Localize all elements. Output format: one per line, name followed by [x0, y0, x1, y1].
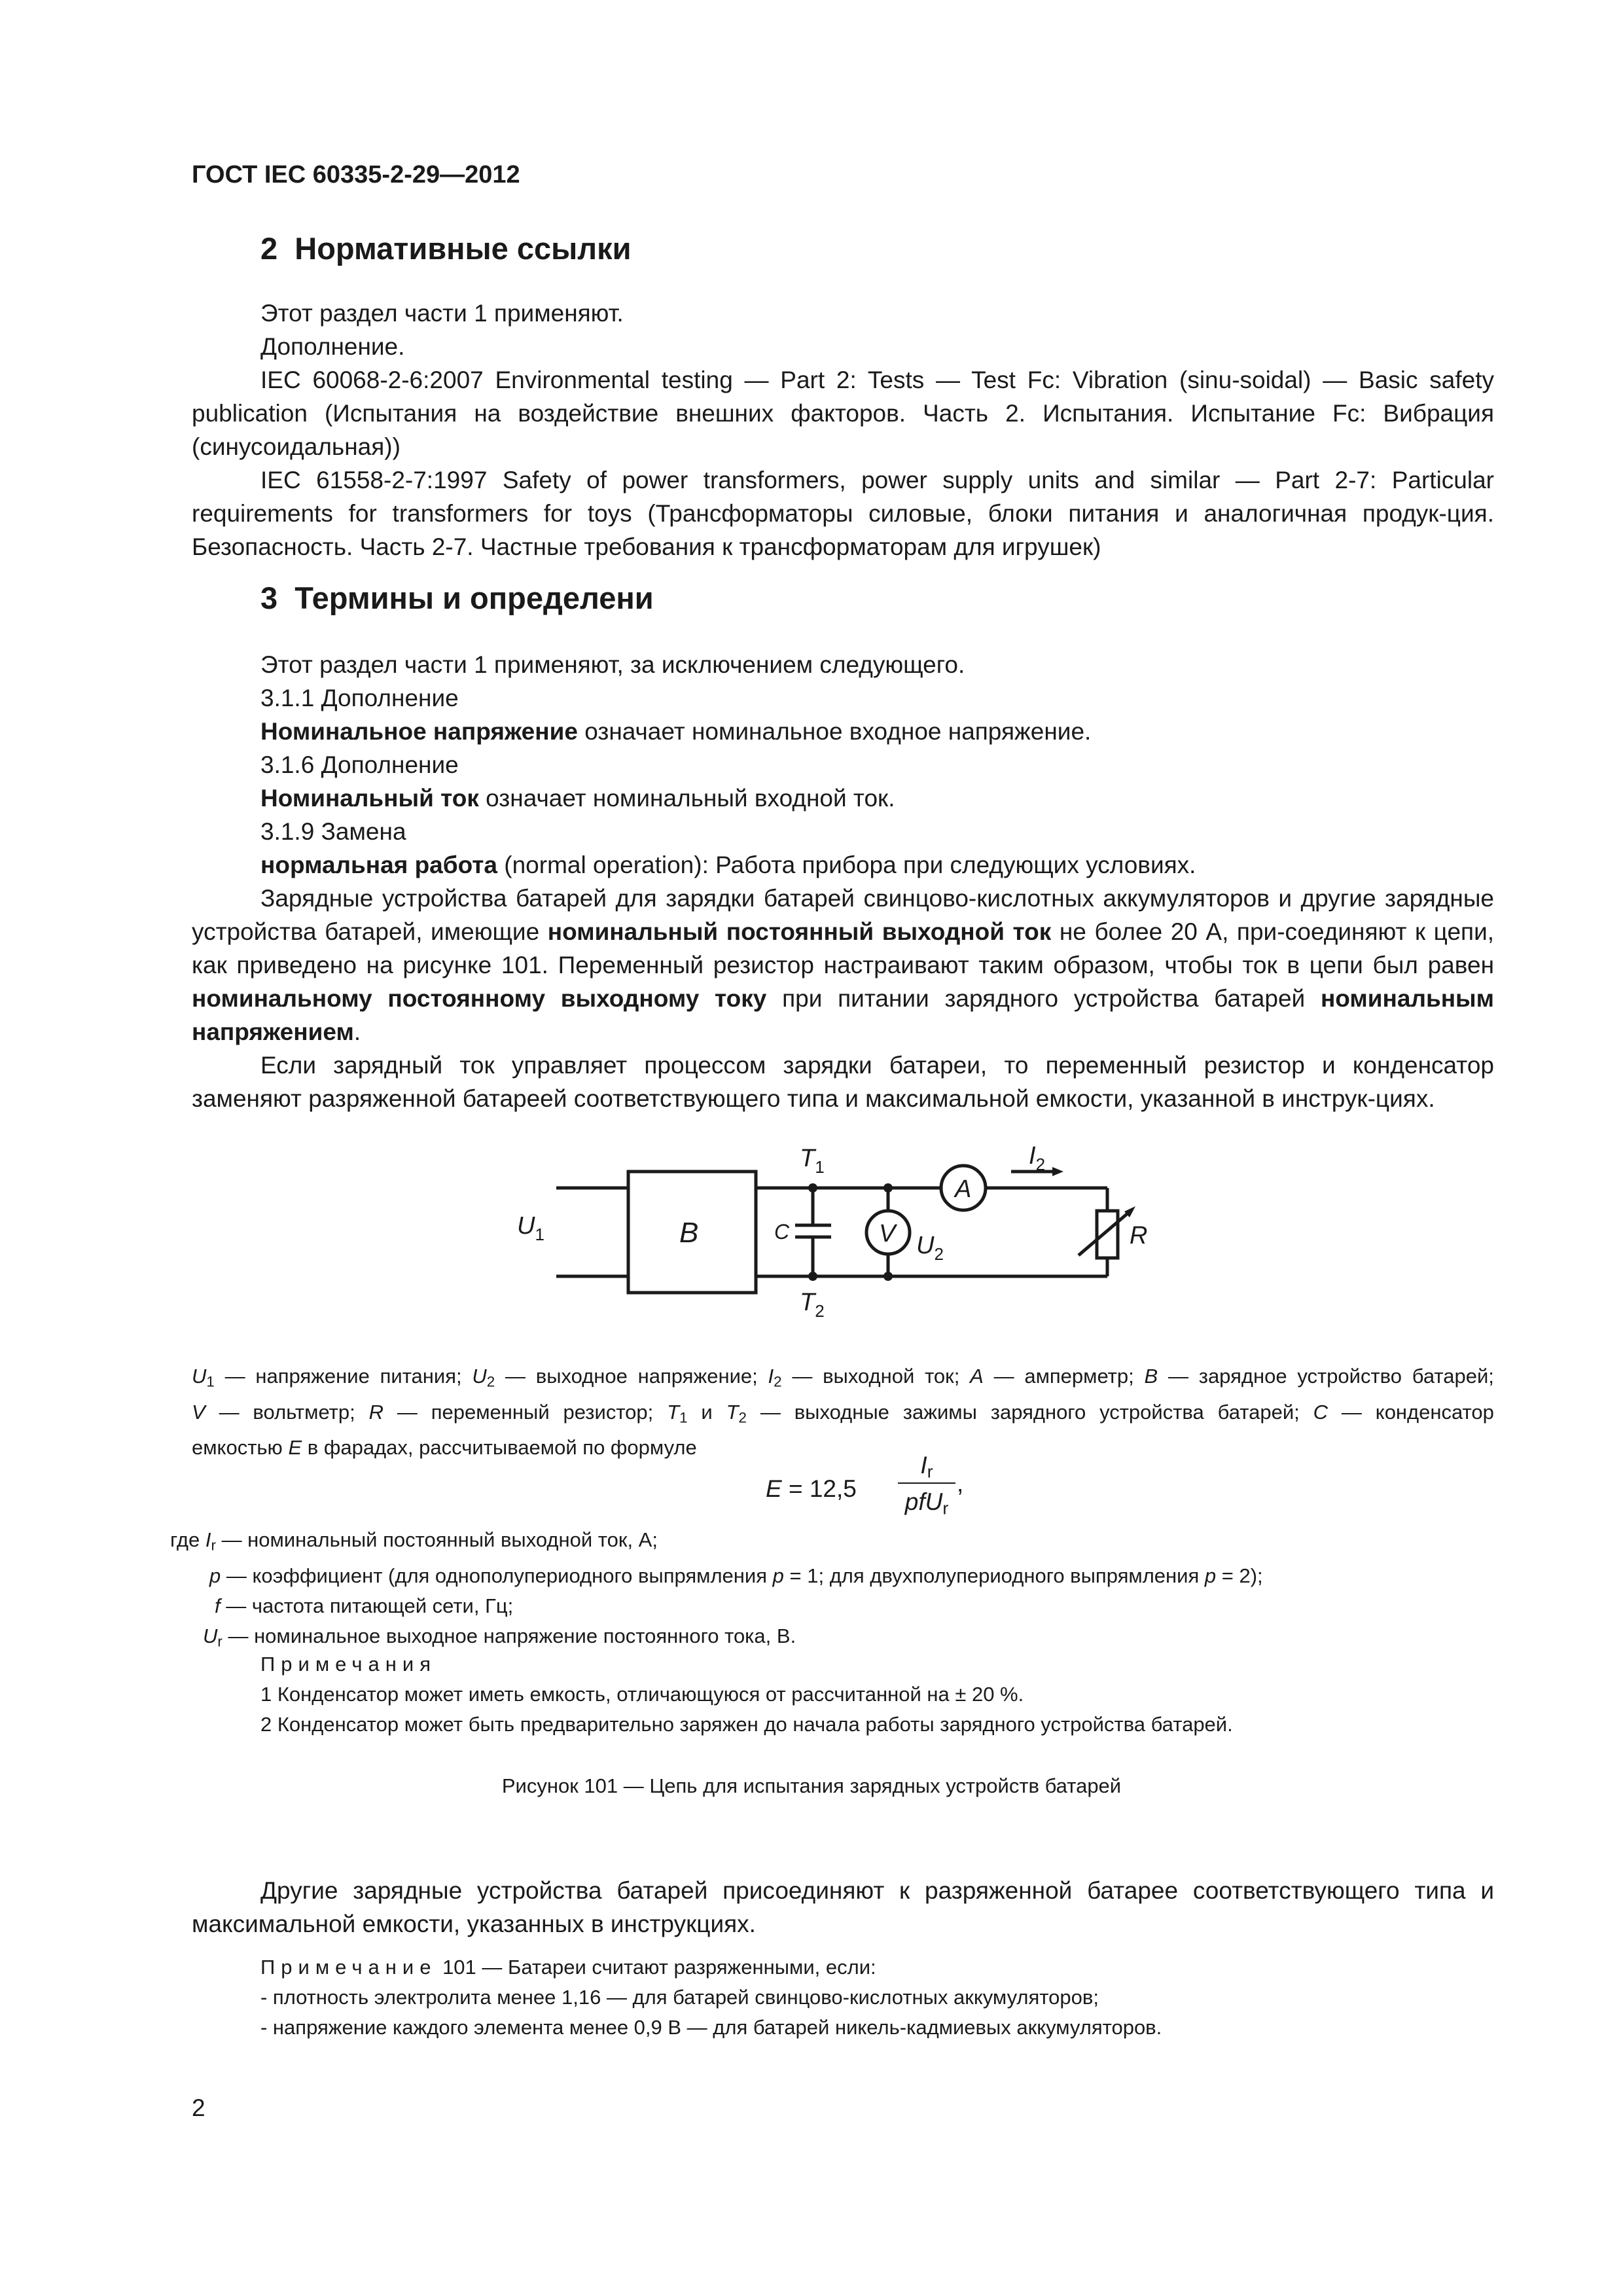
note-label: Примечание [260, 1956, 437, 1979]
text-run: не более 20 А, при-соединяют к цепи, как приведено на рисунке 101. Переменный резистор настраивают таким образом, чтобы ток в цепи был равен [192, 918, 1495, 978]
normal-operation-text: (normal operation): Работа прибора при следующих условиях. [504, 852, 1196, 878]
current-arrow-head [1052, 1167, 1063, 1176]
legend-text: и [701, 1400, 713, 1424]
clause-3-1-6: 3.1.6 Дополнение [260, 751, 459, 778]
legend-text: — зарядное устройство батарей; [1168, 1365, 1494, 1388]
rated-current-term: Номинальный ток [260, 785, 479, 812]
section-2-title: Нормативные ссылки [294, 231, 632, 266]
note-item-1: - плотность электролита менее 1,16 — для батарей свинцово-кислотных аккумуляторов; [260, 1986, 1099, 2009]
label-u1: $U_1$ [517, 1212, 544, 1244]
section-2-intro: Этот раздел части 1 применяют. [260, 300, 624, 327]
variable-p: p — коэффициент (для однополупериодного выпрямления p = 1; для двухполупериодного выпрямления p = 2); [209, 1564, 1263, 1587]
variable-f: f — частота питающей сети, Гц; [215, 1594, 514, 1617]
legend-line-1: $U_1$ — напряжение питания; $U_2$ — выходное напряжение; $I_2$ — выходной ток; A — амперметр; B — зарядное устройство батарей; [192, 1365, 1494, 1390]
circuit-diagram [510, 1139, 1165, 1329]
resistor-adjust-arrow [1079, 1210, 1132, 1255]
label-c: C [774, 1220, 790, 1244]
page-number: 2 [192, 2094, 205, 2121]
legend-line-3: емкостью E в фарадах, рассчитываемой по формуле [192, 1436, 697, 1460]
label-v: V [879, 1220, 896, 1247]
node-v-bottom [883, 1272, 893, 1281]
bold-term: номинальным напряжением [192, 985, 1495, 1045]
label-b: B [679, 1217, 699, 1249]
rated-current-text: означает номинальный входной ток. [486, 785, 895, 812]
section-3-number: 3 [260, 581, 278, 615]
section-2-heading [260, 230, 632, 266]
formula-comma: , [957, 1470, 964, 1497]
section-3-body [192, 648, 1494, 1115]
legend-text: — переменный резистор; [397, 1400, 654, 1424]
label-r: R [1130, 1222, 1148, 1249]
legend-text: — выходное напряжение; [505, 1365, 758, 1388]
bold-term: номинальному постоянному выходному току [192, 985, 767, 1012]
node-t1 [808, 1183, 817, 1193]
text-run: при питании зарядного устройства батарей [782, 985, 1306, 1012]
label-a: A [955, 1175, 972, 1203]
charging-current-paragraph: Если зарядный ток управляет процессом зарядки батареи, то переменный резистор и конденсатор заменяют разряженной батареей соответствующего типа и максимальной емкости, указанной в инструк-циях. [192, 1052, 1494, 1112]
rated-current-definition [192, 781, 1494, 815]
legend-text: — выходной ток; [792, 1365, 960, 1388]
label-u2: $U_2$ [916, 1232, 944, 1264]
legend-text: в фарадах, рассчитываемой по формуле [307, 1436, 697, 1460]
normal-operation-definition [192, 848, 1494, 882]
rated-voltage-definition [192, 715, 1494, 748]
normal-operation-term: нормальная работа [260, 852, 497, 878]
legend-text: — амперметр; [993, 1365, 1134, 1388]
variable-ur: $U_r$ — номинальное выходное напряжение постоянного тока, В. [203, 1624, 796, 1650]
section-2-addition: Дополнение. [260, 333, 405, 360]
variable-ir: где $I_r$ — номинальный постоянный выходной ток, А; [170, 1528, 658, 1554]
formula-numerator: $I_r$ [898, 1452, 955, 1484]
text-run: . [353, 1018, 361, 1045]
section-3-heading [260, 580, 654, 616]
formula-variables [170, 1525, 1499, 1657]
note-101 [260, 1952, 1504, 1982]
after-figure-body [192, 1874, 1494, 1941]
notes-title: Примечания [260, 1653, 437, 1676]
legend-text: — конденсатор [1341, 1400, 1494, 1424]
section-2-number: 2 [260, 231, 278, 266]
figure-legend [192, 1361, 1494, 1463]
reference-iec-61558: IEC 61558-2-7:1997 Safety of power transformers, power supply units and similar — Part 2-7: Particular requirements for transformers for toys (Трансформаторы силовые, блоки питания и аналогичная продук-ция. Безопасность. Часть 2-7. Частные требования к трансформаторам для игрушек) [192, 467, 1494, 560]
label-t1: $T_1$ [800, 1145, 825, 1177]
bold-term: номинальный постоянный выходной ток [547, 918, 1052, 945]
section-3-intro: Этот раздел части 1 применяют, за исключением следующего. [260, 651, 965, 678]
figure-notes [260, 1649, 1504, 1740]
legend-text: емкостью [192, 1436, 283, 1460]
legend-text: — напряжение питания; [224, 1365, 462, 1388]
charger-connection-paragraph [192, 882, 1494, 1049]
label-t2: $T_2$ [800, 1289, 825, 1321]
clause-3-1-9: 3.1.9 Замена [260, 818, 406, 845]
reference-iec-60068: IEC 60068-2-6:2007 Environmental testing — Part 2: Tests — Test Fc: Vibration (sinu-soidal) — Basic safety publication (Испытания на воздействие внешних факторов. Часть 2. Испытания. Испытание Fc: Вибрация (синусоидальная)) [192, 367, 1494, 460]
label-i2: $I_2$ [1029, 1142, 1046, 1174]
document-header: ГОСТ IEC 60335-2-29—2012 [192, 161, 520, 188]
rated-voltage-term: Номинальное напряжение [260, 718, 578, 745]
section-3-title: Термины и определени [294, 581, 654, 615]
note-item-2: - напряжение каждого элемента менее 0,9 В — для батарей никель-кадмиевых аккумуляторов. [260, 2016, 1162, 2039]
figure-caption: Рисунок 101 — Цепь для испытания зарядных устройств батарей [501, 1774, 1122, 1797]
section-2-body [192, 296, 1494, 564]
note-1: 1 Конденсатор может иметь емкость, отличающуюся от рассчитанной на ± 20 %. [260, 1683, 1024, 1706]
legend-text: — выходные зажимы зарядного устройства батарей; [760, 1400, 1300, 1424]
discharged-note [260, 1952, 1504, 2043]
other-chargers-paragraph: Другие зарядные устройства батарей присоединяют к разряженной батарее соответствующего типа и максимальной емкости, указанных в инструкциях. [192, 1877, 1494, 1937]
formula-denominator: pfU$_r$ [904, 1488, 949, 1518]
note-text: 101 — Батареи считают разряженными, если: [442, 1956, 876, 1979]
rated-voltage-text: означает номинальное входное напряжение. [584, 718, 1092, 745]
node-v-top [883, 1183, 893, 1193]
formula-lhs: E = 12,5 [766, 1475, 857, 1502]
clause-3-1-1: 3.1.1 Дополнение [260, 685, 459, 711]
node-t2 [808, 1272, 817, 1281]
resistor-body [1097, 1211, 1118, 1258]
legend-line-2: V — вольтметр; R — переменный резистор; $T_1$ и $T_2$ — выходные зажимы зарядного устройства батарей; C — конденсатор [192, 1400, 1494, 1426]
note-2: 2 Конденсатор может быть предварительно заряжен до начала работы зарядного устройства батарей. [260, 1713, 1233, 1736]
text-run: Зарядные устройства батарей для зарядки батарей свинцово-кислотных аккумуляторов и другие зарядные устройства батарей, имеющие [192, 885, 1494, 945]
legend-text: — вольтметр; [219, 1400, 355, 1424]
